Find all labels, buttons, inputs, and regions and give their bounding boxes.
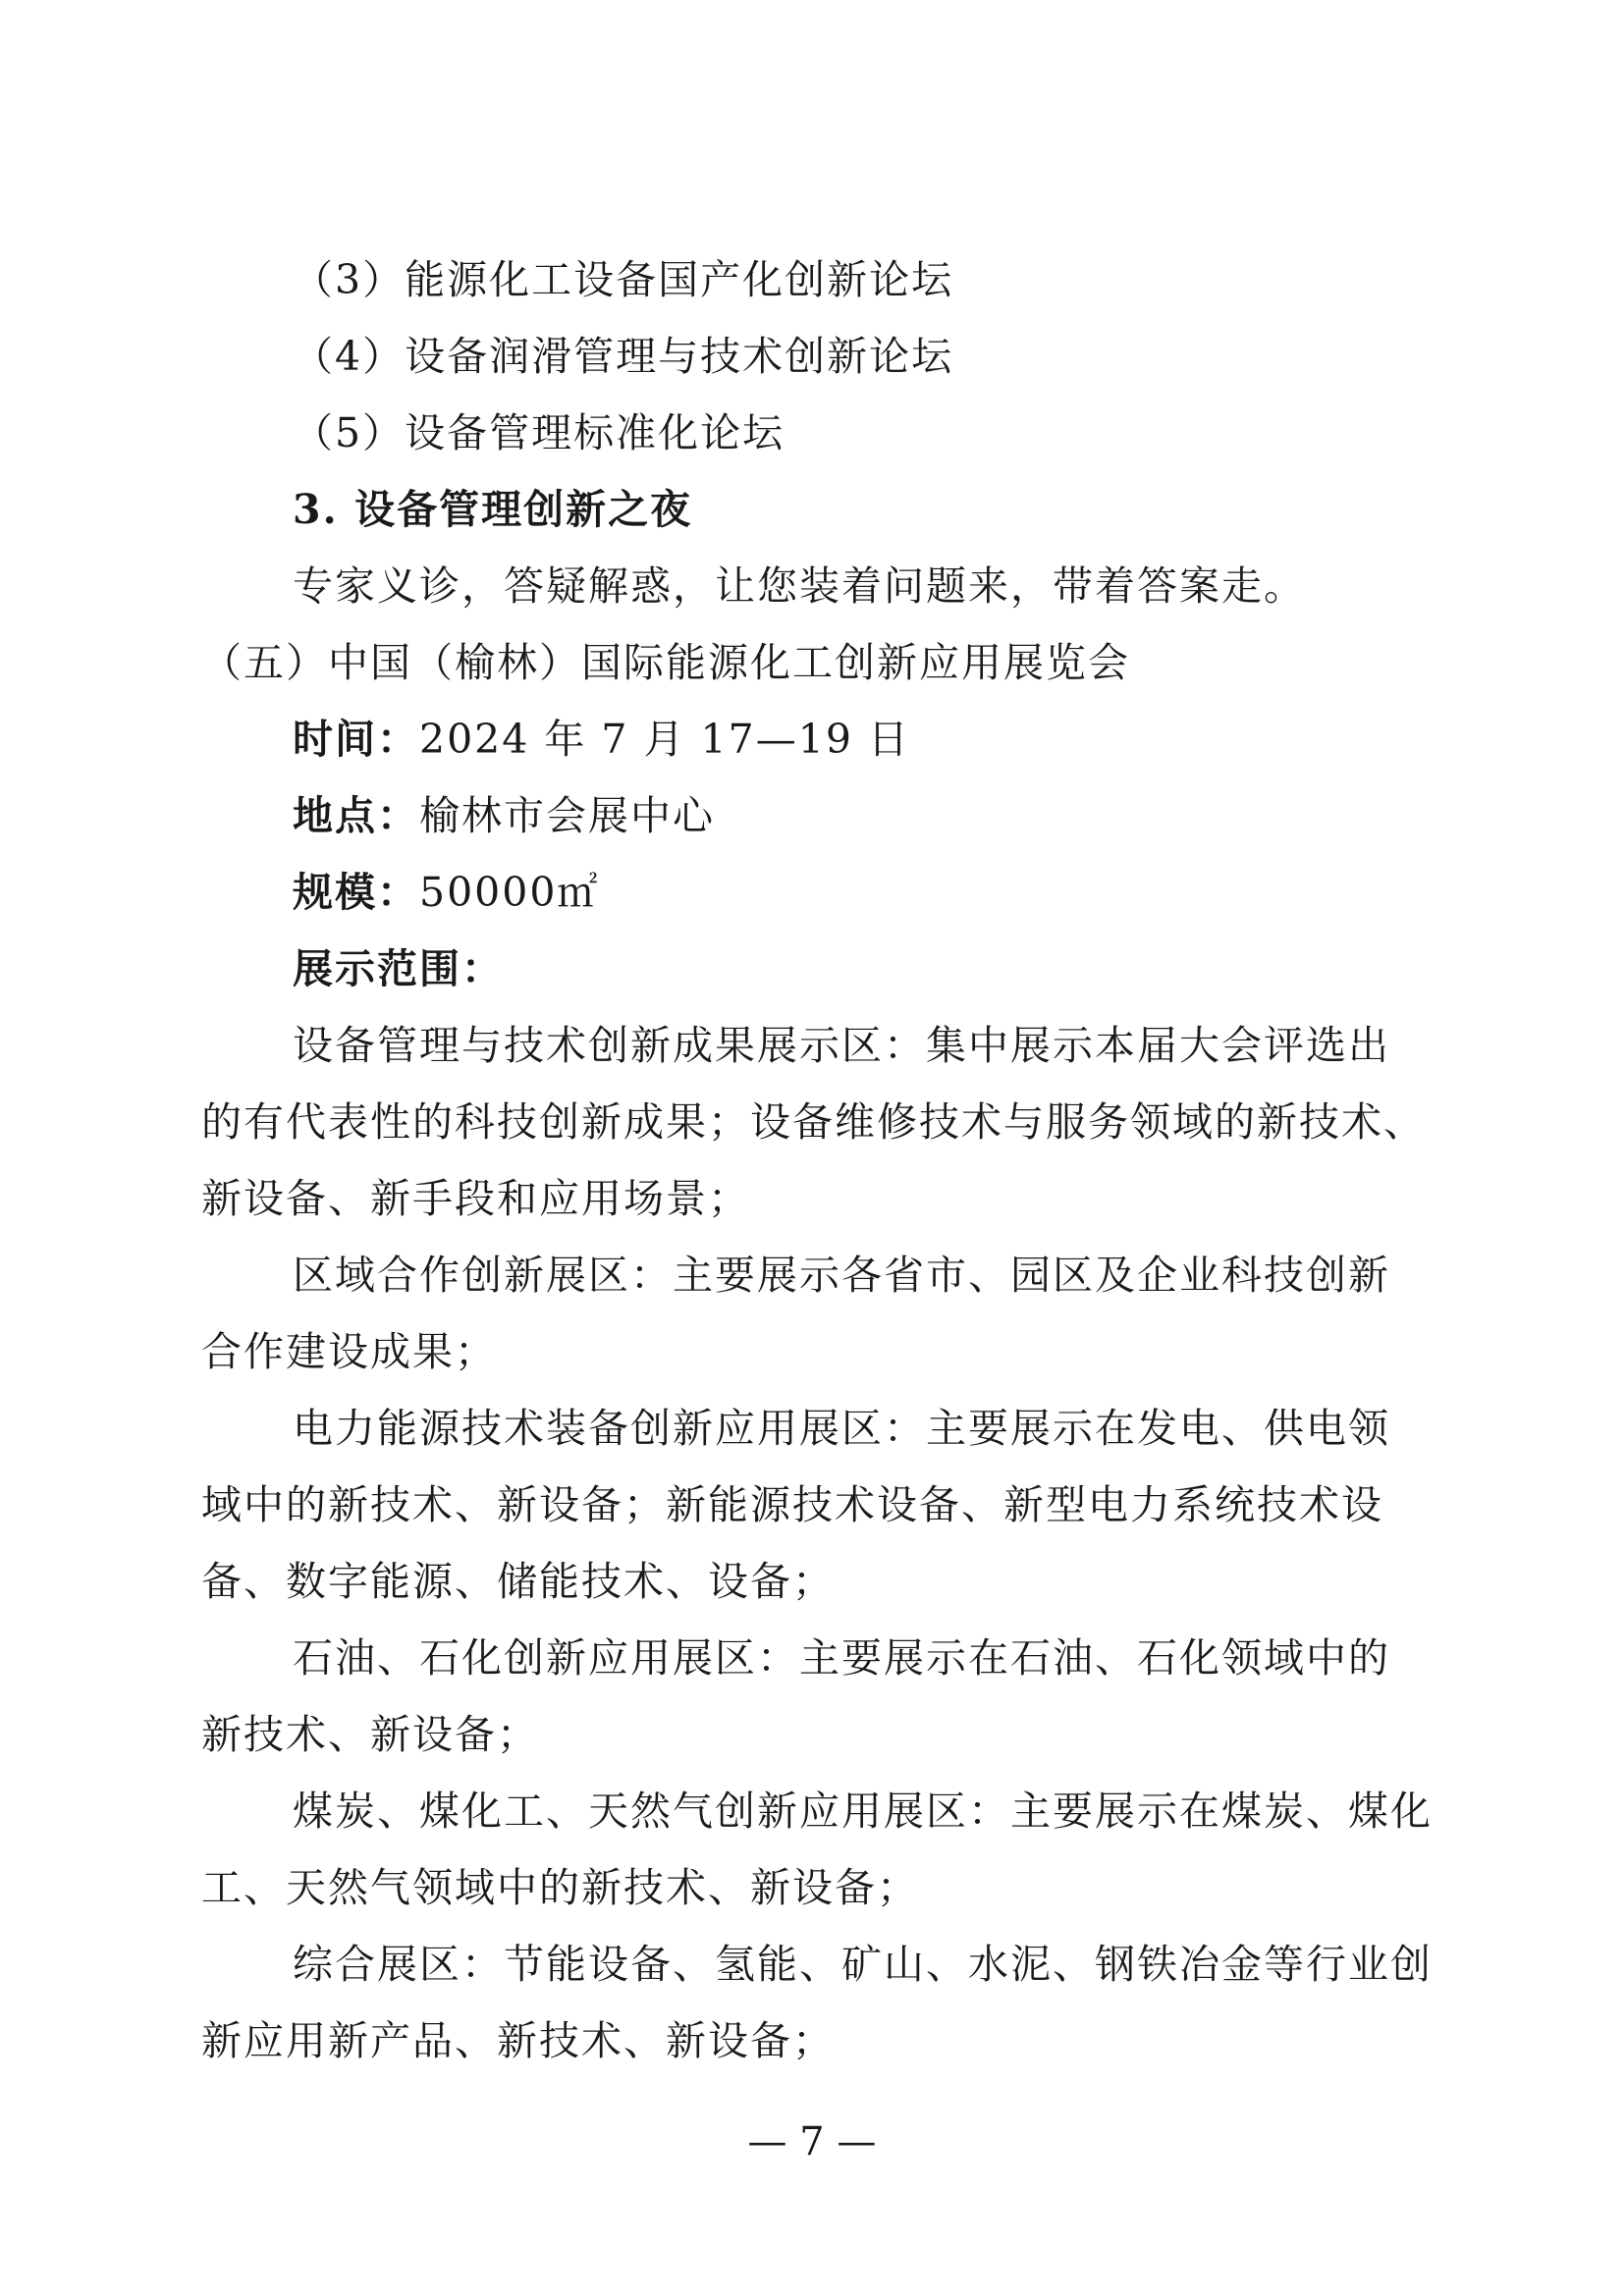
zone-5-line-1: 煤炭、煤化工、天然气创新应用展区：主要展示在煤炭、煤化 [293,1788,1433,1835]
zone-3-line-1: 电力能源技术装备创新应用展区：主要展示在发电、供电领 [293,1405,1390,1452]
zone-6-line-1: 综合展区：节能设备、氢能、矿山、水泥、钢铁冶金等行业创 [293,1941,1433,1988]
forum-item-3: （3）能源化工设备国产化创新论坛 [293,256,954,303]
exhibition-time [293,701,910,777]
zone-3-line-2: 域中的新技术、新设备；新能源技术设备、新型电力系统技术设 [201,1481,1383,1528]
zone-5-line-2: 工、天然气领域中的新技术、新设备； [201,1864,919,1911]
location-label: 地点： [293,792,419,839]
zone-6-line-2: 新应用新产品、新技术、新设备； [201,2017,835,2064]
exhibition-heading: （五）中国（榆林）国际能源化工创新应用展览会 [201,639,1130,686]
scale-value: 50000㎡ [419,869,600,916]
zone-2-line-2: 合作建设成果； [201,1328,497,1375]
scale-label: 规模： [293,869,419,916]
zone-3-line-3: 备、数字能源、储能技术、设备； [201,1558,835,1605]
night-event-description: 专家义诊，答疑解惑，让您装着问题来，带着答案走。 [293,562,1306,610]
forum-item-5: （5）设备管理标准化论坛 [293,409,785,456]
location-value: 榆林市会展中心 [419,792,715,839]
zone-4-line-2: 新技术、新设备； [201,1711,539,1758]
scope-label: 展示范围： [293,945,504,992]
time-label: 时间： [293,716,419,763]
forum-item-4: （4）设备润滑管理与技术创新论坛 [293,333,954,380]
time-value: 2024 年 7 月 17—19 日 [419,716,910,763]
page-number: — 7 — [747,2119,877,2164]
zone-1-line-2: 的有代表性的科技创新成果；设备维修技术与服务领域的新技术、 [201,1098,1426,1146]
exhibition-location [293,777,715,854]
exhibition-scale [293,854,599,931]
night-event-heading: 3. 设备管理创新之夜 [293,486,693,533]
zone-1-line-3: 新设备、新手段和应用场景； [201,1175,750,1222]
zone-2-line-1: 区域合作创新展区：主要展示各省市、园区及企业科技创新 [293,1252,1390,1299]
zone-4-line-1: 石油、石化创新应用展区：主要展示在石油、石化领域中的 [293,1634,1390,1682]
zone-1-line-1: 设备管理与技术创新成果展示区：集中展示本届大会评选出 [293,1022,1390,1069]
